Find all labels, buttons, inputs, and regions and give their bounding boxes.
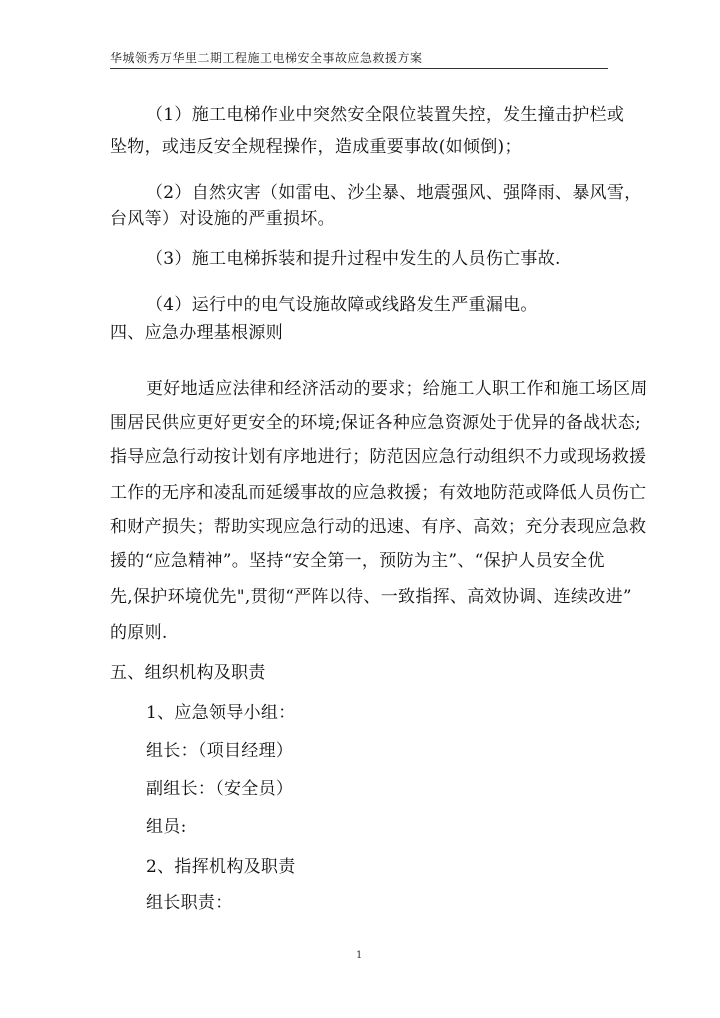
leader-duties-line: 组长职责： xyxy=(146,893,233,913)
section-4-paragraph-line: 围居民供应更好更安全的环境;保证各种应急资源处于优异的备战状态; xyxy=(110,413,642,433)
leader-line: 组长：（项目经理） xyxy=(146,741,294,761)
section-5-heading: 五、组织机构及职责 xyxy=(110,663,266,683)
deputy-leader-line: 副组长：（安全员） xyxy=(146,779,294,799)
subheading-command-structure: 2、指挥机构及职责 xyxy=(146,857,296,877)
members-line: 组员: xyxy=(146,817,187,837)
section-4-paragraph-line: 工作的无序和凌乱而延缓事故的应急救援；有效地防范或降低人员伤亡 xyxy=(110,483,647,503)
section-4-paragraph-line: 更好地适应法律和经济活动的要求；给施工人职工作和施工场区周 xyxy=(146,379,648,399)
section-4-heading: 四、应急办理基根源则 xyxy=(110,323,283,343)
item-4: （4）运行中的电气设施故障或线路发生严重漏电。 xyxy=(146,295,538,315)
header-rule xyxy=(110,68,608,69)
section-4-paragraph-line: 指导应急行动按计划有序地进行；防范因应急行动组织不力或现场救援 xyxy=(110,447,647,467)
section-4-paragraph-line: 援的“应急精神”。坚持“安全第一，预防为主”、“保护人员安全优 xyxy=(110,551,605,571)
page-number: 1 xyxy=(356,950,363,961)
subheading-leadership-group: 1、应急领导小组： xyxy=(146,703,296,723)
section-4-paragraph-line: 的原则. xyxy=(110,623,168,643)
item-2-line-2: 台风等）对设施的严重损坏。 xyxy=(110,209,335,229)
item-1-line-1: （1）施工电梯作业中突然安全限位装置失控，发生撞击护栏或 xyxy=(146,105,625,125)
section-4-paragraph-line: 先,保护环境优先",贯彻“严阵以待、一致指挥、高效协调、连续改进” xyxy=(110,587,632,607)
item-2-line-1: （2）自然灾害（如雷电、沙尘暴、地震强风、强降雨、暴风雪， xyxy=(146,183,642,203)
item-3: （3）施工电梯拆装和提升过程中发生的人员伤亡事故. xyxy=(146,249,561,269)
page-header-title: 华城领秀万华里二期工程施工电梯安全事故应急救援方案 xyxy=(110,51,423,65)
section-4-paragraph-line: 和财产损失；帮助实现应急行动的迅速、有序、高效；充分表现应急救 xyxy=(110,517,647,537)
item-1-line-2: 坠物，或违反安全规程操作，造成重要事故(如倾倒)； xyxy=(110,137,522,157)
